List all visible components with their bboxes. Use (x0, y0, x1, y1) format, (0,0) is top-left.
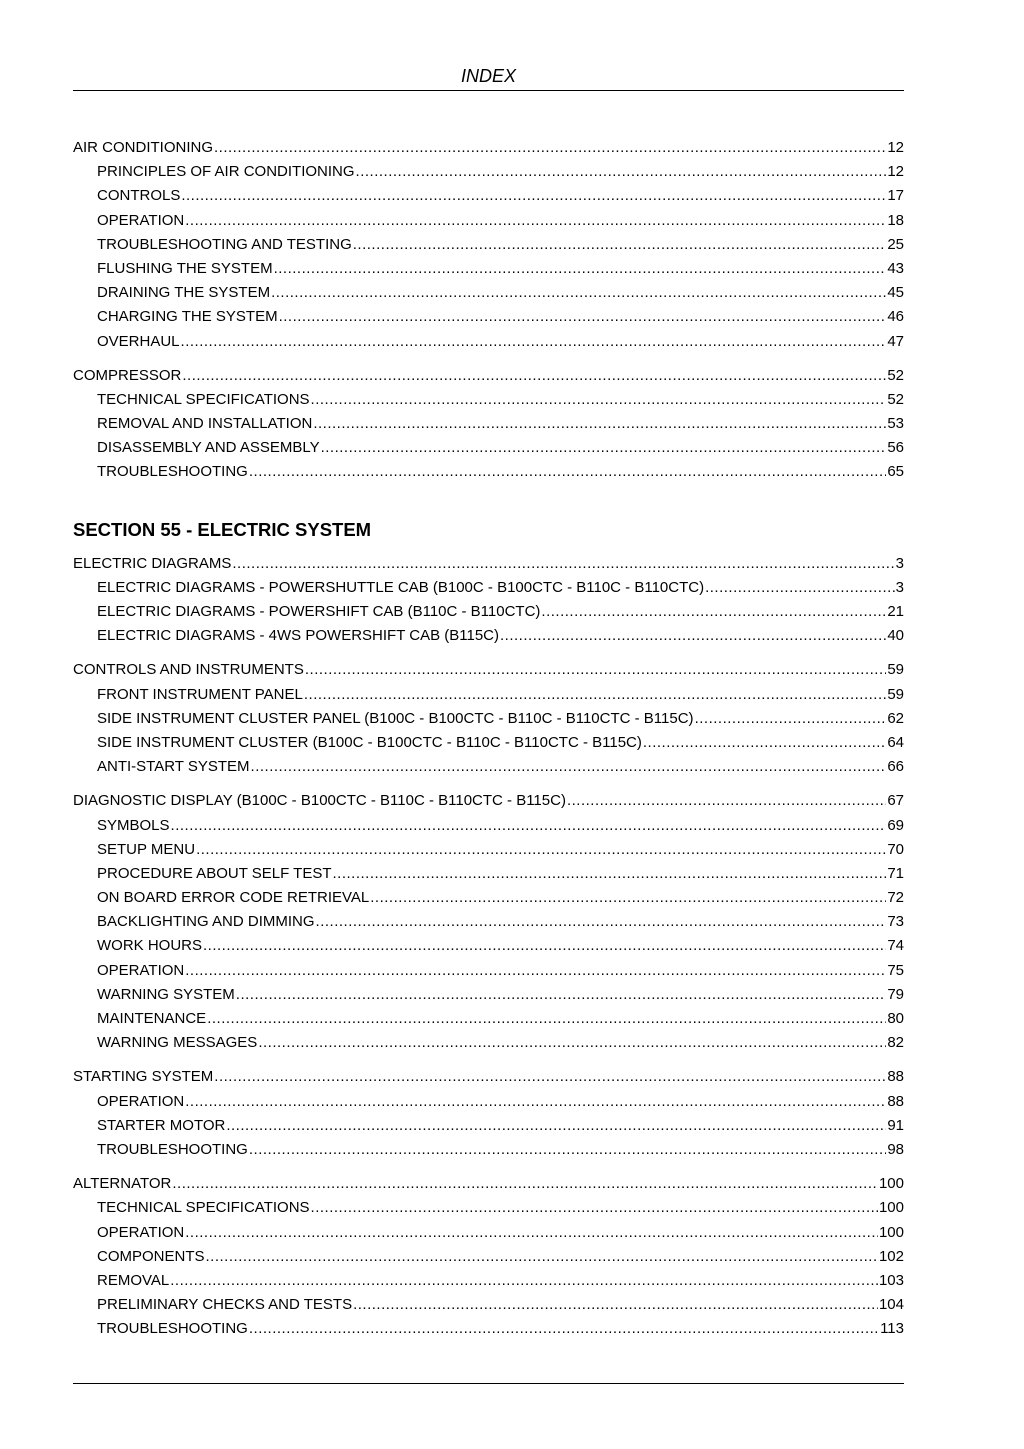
toc-entry-label: WORK HOURS (97, 937, 202, 955)
toc-entry-label: ELECTRIC DIAGRAMS (73, 554, 232, 572)
toc-entry[interactable] (73, 1065, 904, 1089)
dot-leader (305, 658, 886, 682)
toc-entry-page: 88 (887, 1092, 904, 1110)
toc-entry-label: STARTING SYSTEM (73, 1068, 214, 1086)
toc-entry-page: 53 (887, 415, 904, 433)
dot-leader (370, 886, 886, 910)
toc-entry-page: 82 (887, 1034, 904, 1052)
toc-entry-page: 80 (887, 1010, 904, 1027)
dot-leader (214, 136, 886, 160)
dot-leader (258, 1031, 886, 1055)
toc-subentry[interactable] (73, 1293, 904, 1317)
dot-leader (185, 959, 886, 983)
toc-entry-label: TROUBLESHOOTING (97, 1320, 248, 1338)
dot-leader (304, 683, 886, 707)
dot-leader (279, 305, 887, 329)
dot-leader (249, 1138, 886, 1162)
toc-entry[interactable] (73, 364, 904, 388)
toc-entry-page: 25 (887, 235, 904, 253)
toc-entry-page: 88 (887, 1068, 904, 1086)
toc-entry-page: 62 (887, 709, 904, 727)
toc-group (73, 789, 904, 1055)
toc-entry-label: WARNING MESSAGES (97, 1034, 258, 1052)
toc-entry-page: 69 (887, 816, 904, 834)
toc-entry-label: ELECTRIC DIAGRAMS - POWERSHUTTLE CAB (B100C - B100CTC - B110C - B110CTC) (97, 578, 705, 596)
toc-entry-label: FLUSHING THE SYSTEM (97, 259, 273, 277)
toc-subentry[interactable] (73, 838, 904, 862)
toc-entry-label: CHARGING THE SYSTEM (97, 308, 278, 326)
toc-entry-label: REMOVAL AND INSTALLATION (97, 415, 313, 433)
toc-entry[interactable] (73, 1172, 904, 1196)
toc-entry-label: ON BOARD ERROR CODE RETRIEVAL (97, 889, 370, 907)
toc-entry-label: MAINTENANCE (97, 1010, 207, 1027)
toc-entry-page: 103 (878, 1271, 904, 1289)
toc-subentry[interactable] (73, 600, 904, 624)
toc-subentry[interactable] (73, 1269, 904, 1293)
dot-leader (171, 814, 887, 838)
toc-entry-page: 64 (887, 733, 904, 751)
toc-entry-page: 17 (887, 187, 904, 205)
dot-leader (500, 624, 886, 648)
toc-entry-page: 12 (887, 139, 904, 156)
toc-subentry[interactable] (73, 1114, 904, 1138)
toc-entry-label: TROUBLESHOOTING (97, 1140, 248, 1158)
toc-subentry[interactable] (73, 1090, 904, 1114)
dot-leader (311, 1196, 878, 1220)
toc-subentry[interactable] (73, 1196, 904, 1220)
toc-entry-page: 52 (887, 390, 904, 408)
toc-group (73, 136, 904, 354)
dot-leader (695, 707, 887, 731)
dot-leader (206, 1245, 878, 1269)
toc-subentry[interactable] (73, 1031, 904, 1055)
toc-entry-label: TROUBLESHOOTING (97, 463, 248, 481)
page-title: INDEX (460, 66, 516, 86)
toc-entry-page: 40 (887, 627, 904, 645)
dot-leader (356, 160, 887, 184)
toc-group (73, 552, 904, 649)
toc-subentry[interactable] (73, 576, 904, 600)
toc-subentry[interactable] (73, 281, 904, 305)
dot-leader (214, 1065, 886, 1089)
toc-entry-page: 12 (887, 163, 904, 181)
dot-leader (203, 934, 886, 958)
dot-leader (185, 209, 886, 233)
dot-leader (172, 1172, 878, 1196)
toc-subentry[interactable] (73, 814, 904, 838)
toc-entry-label: ALTERNATOR (73, 1175, 172, 1193)
toc-entry-page: 72 (887, 889, 904, 907)
dot-leader (321, 436, 887, 460)
page-header (73, 66, 904, 91)
toc-entry-page: 3 (895, 554, 904, 572)
toc-entry-label: PRINCIPLES OF AIR CONDITIONING (97, 163, 355, 181)
toc-entry-page: 73 (887, 913, 904, 931)
toc-entry[interactable] (73, 789, 904, 813)
toc-subentry[interactable] (73, 624, 904, 648)
dot-leader (185, 1090, 886, 1114)
toc-entry-page: 18 (887, 211, 904, 229)
toc-entry-label: FRONT INSTRUMENT PANEL (97, 685, 303, 703)
toc-entry-label: PROCEDURE ABOUT SELF TEST (97, 864, 332, 882)
toc-subentry[interactable] (73, 233, 904, 257)
dot-leader (311, 388, 887, 412)
dot-leader (353, 1293, 878, 1317)
toc-subentry[interactable] (73, 209, 904, 233)
toc-entry-page: 70 (887, 840, 904, 858)
toc-entry[interactable] (73, 658, 904, 682)
toc-entry-label: OPERATION (97, 961, 185, 979)
toc-entry-page: 100 (878, 1199, 904, 1217)
toc-entry-page: 91 (887, 1116, 904, 1134)
dot-leader (232, 552, 894, 576)
toc-entry-label: TROUBLESHOOTING AND TESTING (97, 235, 352, 253)
toc-entry-label: AIR CONDITIONING (73, 139, 214, 156)
dot-leader (207, 1007, 886, 1031)
dot-leader (182, 364, 886, 388)
toc-entry-label: DRAINING THE SYSTEM (97, 284, 271, 302)
toc-subentry[interactable] (73, 1138, 904, 1162)
dot-leader (705, 576, 895, 600)
toc-entry-label: SYMBOLS (97, 816, 170, 834)
toc-entry-label: SIDE INSTRUMENT CLUSTER PANEL (B100C - B100CTC - B110C - B110CTC - B115C) (97, 709, 694, 727)
toc-entry-page: 79 (887, 985, 904, 1003)
toc-entry-label: WARNING SYSTEM (97, 985, 235, 1003)
toc-group (73, 1172, 904, 1341)
toc-entry-page: 45 (887, 284, 904, 302)
toc-entry-label: REMOVAL (97, 1271, 170, 1289)
toc-entry-page: 65 (887, 463, 904, 481)
toc-entry-page: 74 (887, 937, 904, 955)
toc-subentry[interactable] (73, 886, 904, 910)
toc-subentry[interactable] (73, 184, 904, 208)
toc-entry-page: 100 (878, 1223, 904, 1241)
toc-group (73, 658, 904, 779)
toc-entry-label: OPERATION (97, 211, 185, 229)
toc-entry-label: ELECTRIC DIAGRAMS - 4WS POWERSHIFT CAB (B115C) (97, 627, 500, 645)
toc-subentry[interactable] (73, 910, 904, 934)
toc-entry-label: ANTI-START SYSTEM (97, 758, 250, 776)
toc-entry-page: 56 (887, 439, 904, 457)
dot-leader (271, 281, 886, 305)
dot-leader (181, 184, 886, 208)
toc-subentry[interactable] (73, 1221, 904, 1245)
dot-leader (196, 838, 886, 862)
toc-entry-page: 100 (878, 1175, 904, 1193)
toc-subentry[interactable] (73, 731, 904, 755)
toc-entry-label: OVERHAUL (97, 332, 180, 350)
toc-entry-page: 98 (887, 1140, 904, 1158)
toc-entry-label: STARTER MOTOR (97, 1116, 226, 1134)
toc-subentry[interactable] (73, 1317, 904, 1341)
toc-subentry[interactable] (73, 983, 904, 1007)
toc-entry[interactable] (73, 552, 904, 576)
dot-leader (541, 600, 886, 624)
toc-entry-label: DIAGNOSTIC DISPLAY (B100C - B100CTC - B110C - B110CTC - B115C) (73, 792, 566, 810)
dot-leader (316, 910, 887, 934)
dot-leader (353, 233, 887, 257)
toc-entry-page: 71 (887, 864, 904, 882)
toc-entry-page: 104 (878, 1296, 904, 1314)
page-footer-rule (73, 1383, 904, 1384)
toc-entry-page: 59 (887, 661, 904, 679)
toc-entry-page: 3 (895, 578, 904, 596)
toc-entry-page: 102 (878, 1247, 904, 1265)
toc-entry-page: 21 (887, 603, 904, 620)
dot-leader (274, 257, 887, 281)
toc-entry-label: COMPRESSOR (73, 366, 182, 384)
toc-subentry[interactable] (73, 412, 904, 436)
toc-subentry[interactable] (73, 460, 904, 484)
dot-leader (249, 1317, 879, 1341)
toc-groups-after (73, 552, 904, 1342)
dot-leader (181, 330, 887, 354)
toc-subentry[interactable] (73, 683, 904, 707)
dot-leader (236, 983, 887, 1007)
dot-leader (251, 755, 887, 779)
toc-entry-label: OPERATION (97, 1092, 185, 1110)
toc-entry-page: 47 (887, 332, 904, 350)
toc-entry-label: TECHNICAL SPECIFICATIONS (97, 390, 310, 408)
toc-subentry[interactable] (73, 755, 904, 779)
toc-group (73, 1065, 904, 1162)
toc-entry-page: 52 (887, 366, 904, 384)
toc-subentry[interactable] (73, 257, 904, 281)
toc-entry-label: TECHNICAL SPECIFICATIONS (97, 1199, 310, 1217)
toc-entry-label: OPERATION (97, 1223, 185, 1241)
toc-entry-label: CONTROLS AND INSTRUMENTS (73, 661, 304, 679)
dot-leader (567, 789, 886, 813)
dot-leader (170, 1269, 878, 1293)
toc-subentry[interactable] (73, 1007, 904, 1031)
toc-entry-label: SETUP MENU (97, 840, 196, 858)
toc-subentry[interactable] (73, 934, 904, 958)
dot-leader (333, 862, 887, 886)
toc-subentry[interactable] (73, 160, 904, 184)
toc-subentry[interactable] (73, 330, 904, 354)
section-heading: SECTION 55 - ELECTRIC SYSTEM (73, 518, 372, 540)
toc-entry-label: DISASSEMBLY AND ASSEMBLY (97, 439, 320, 457)
toc-entry-page: 43 (887, 259, 904, 277)
toc-subentry[interactable] (73, 388, 904, 412)
dot-leader (249, 460, 886, 484)
toc-entry-page: 59 (887, 685, 904, 703)
toc-subentry[interactable] (73, 1245, 904, 1269)
toc-entry-label: CONTROLS (97, 187, 181, 205)
toc-entry-page: 66 (887, 758, 904, 776)
toc-group (73, 364, 904, 485)
toc-subentry[interactable] (73, 959, 904, 983)
toc-entry-label: PRELIMINARY CHECKS AND TESTS (97, 1296, 353, 1314)
toc-subentry[interactable] (73, 707, 904, 731)
toc-entry-label: ELECTRIC DIAGRAMS - POWERSHIFT CAB (B110C - B110CTC) (97, 603, 541, 620)
toc-entry-page: 75 (887, 961, 904, 979)
toc-entry-label: SIDE INSTRUMENT CLUSTER (B100C - B100CTC - B110C - B110CTC - B115C) (97, 733, 642, 751)
dot-leader (643, 731, 886, 755)
dot-leader (313, 412, 886, 436)
toc-entry-label: COMPONENTS (97, 1247, 205, 1265)
table-of-contents (73, 136, 904, 1351)
toc-groups-before (73, 136, 904, 485)
toc-entry-label: BACKLIGHTING AND DIMMING (97, 913, 315, 931)
toc-entry-page: 67 (887, 792, 904, 810)
dot-leader (226, 1114, 886, 1138)
dot-leader (185, 1221, 878, 1245)
toc-entry-page: 113 (880, 1320, 904, 1338)
toc-entry[interactable] (73, 136, 904, 160)
toc-entry-page: 46 (887, 308, 904, 326)
toc-subentry[interactable] (73, 436, 904, 460)
toc-subentry[interactable] (73, 305, 904, 329)
toc-subentry[interactable] (73, 862, 904, 886)
